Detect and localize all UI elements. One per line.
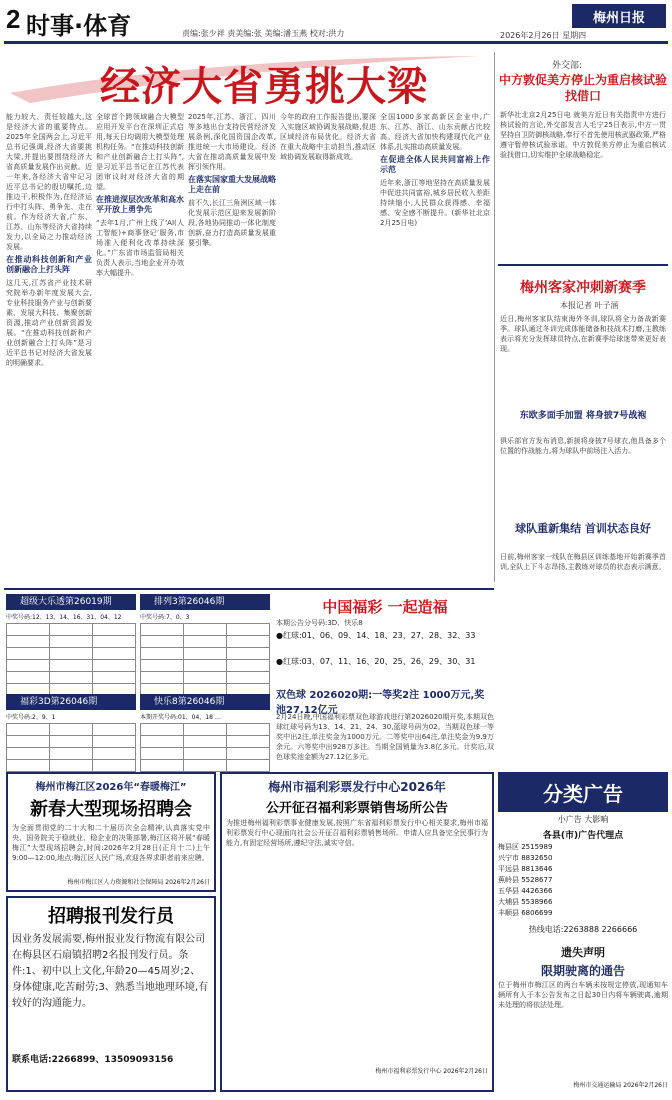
page-number: 2 (6, 4, 21, 34)
venue-ad-title: 公开征召福利彩票销售场所公告 (265, 801, 448, 816)
lottery-kl8-numbers: 本期开奖号码:01、04、18 … (140, 714, 221, 721)
header-rule (4, 41, 668, 44)
lottery-3d-box (6, 694, 136, 772)
hiring-ad (6, 896, 216, 1092)
agent-item: 五华县 4426366 (498, 887, 553, 895)
lottery-pl3-table (140, 623, 270, 696)
loss-title: 遗失声明 (561, 946, 605, 959)
lead-column-5 (380, 112, 490, 582)
hiring-title: 招聘报刊发行员 (48, 906, 174, 927)
issue-date: 2026年2月26日 星期四 (500, 31, 587, 40)
lead-subheading: 在落实国家重大发展战略上走在前 (188, 175, 276, 194)
agent-item: 梅县区 2515989 (498, 843, 553, 851)
lottery-venue-ad (220, 772, 494, 1092)
staff-line: 责编:张少祥 责美编:张 美编:潘玉燕 校对:洪力 (182, 29, 345, 38)
lead-column-2 (96, 112, 184, 582)
venue-ad-body: 为推进梅州福利彩票事业健康发展,按照广东省福利彩票发行中心相关要求,梅州市福利彩票发行中心现面向社会公开征召福利彩票销售场所。申请人应具备完全民事行为能力,有固定经营场所,遵纪守法,诚实守信。 (226, 819, 488, 847)
venue-ad-footer: 梅州市福利彩票发行中心 2026年2月26日 (375, 1068, 488, 1075)
lottery-pl3-box (140, 594, 270, 696)
lottery-dlt-table (6, 623, 136, 696)
agent-item: 平远县 8813646 (498, 865, 553, 873)
agent-list (498, 842, 668, 919)
lottery-pl3-numbers: 中奖号码:7、0、3 (140, 614, 190, 621)
lead-para: “去年1月,广州上线了‘AI(人工智能)+商事登记’服务,市场准入便利化改革持续深化。”广东省市场监管局相关负责人表示,当地企业开办效率大幅提升。 (96, 219, 184, 277)
lead-para: 全国1000多家高新区企业中,广东、江苏、浙江、山东贡献占比较高。经济大省加快构建现代化产业体系,扎实推动高质量发展。 (380, 113, 490, 151)
side-divider (498, 264, 668, 266)
job-fair-footer: 梅州市梅江区人力资源和社会保障局 2026年2月26日 (67, 879, 210, 886)
section-title: 时事·体育 (26, 12, 132, 40)
lead-para: 全球首个跨领域融合大模型应用开发平台在深圳正式启用,每天日均调用大模型处理机构任务。“在推动科技创新和产业创新融合上打头阵”,是习近平总书记在江苏代表团审议时对经济大省的期望。 (96, 113, 184, 191)
notice-body: 位于梅州市梅江区的两台车辆未按规定停放,现通知车辆所有人于本公告发布之日起30日内将车辆驶离,逾期未处理的将依法处理。 (498, 981, 668, 1009)
lead-subheading: 在促进全体人民共同富裕上作示范 (380, 155, 490, 174)
lead-para: 前不久,长江三角洲区域一体化发展示范区迎来发展新阶段,各地协同推动一体化制度创新,奋力打造高质量发展重要引擎。 (188, 199, 276, 247)
lead-column-4 (280, 112, 376, 582)
hiring-phone: 联系电话:2266899、13509093156 (12, 1055, 174, 1065)
classified-slogan: 小广告 大影响 (557, 815, 609, 824)
sports-headline: 梅州客家冲刺新赛季 (520, 280, 646, 296)
lead-subheading: 在推进深层次改革和高水平开放上勇争先 (96, 195, 184, 214)
job-fair-ad (6, 772, 216, 892)
hiring-body: 因业务发展需要,梅州报业发行物流有限公司在梅县区石扇镇招聘2名报刊发行员。条件:1、初中以上文化,年龄20—45周岁;2、身体健康,吃苦耐劳;3、熟悉当地地理环境,有较好的沟通能力。 (12, 934, 209, 1009)
sports-body-2: 俱乐部官方发布消息,新援将身披7号球衣,他具备多个位置的作战能力,将为球队中前场注入活力。 (500, 437, 666, 455)
welfare-lottery-title: 中国福彩 一起造福 (322, 598, 448, 616)
side-headline: 中方敦促美方停止为重启核试验找借口 (498, 73, 667, 103)
job-fair-org: 梅州市梅江区2026年“春暖梅江” (35, 782, 187, 793)
job-fair-body: 为全面贯彻党的二十大和二十届历次全会精神,认真落实党中央、国务院关于稳就业、稳企业的决策部署,梅江区将开展“春暖梅江”大型现场招聘会,时间:2026年2月28日(正月十二)上午9:00—12:00,地点:梅江区人民广场,欢迎各界求职者前来应聘。 (12, 824, 210, 862)
lottery-3d-numbers: 中奖号码:2、9、1 (6, 714, 56, 721)
lottery-dlt-header: 超级大乐透第26019期 (6, 594, 136, 610)
lead-para: 近年来,浙江等地坚持在高质量发展中促进共同富裕,城乡居民收入差距持续缩小,人民群众获得感、幸福感、安全感不断提升。(新华社北京2月25日电) (380, 179, 490, 227)
lottery-3d-header: 福彩3D第26046期 (6, 694, 136, 710)
sports-byline: 本报记者 叶子涵 (560, 301, 619, 310)
job-fair-title: 新春大型现场招聘会 (30, 799, 192, 820)
paper-logo: 梅州日报 (572, 4, 666, 28)
section-rule (4, 588, 494, 590)
venue-ad-org: 梅州市福利彩票发行中心2026年 (268, 780, 446, 794)
lead-para: 今年的政府工作报告提出,要深入实施区域协调发展战略,促进区域经济布局优化。经济大省在重大战略中主动担当,推动区域协调发展取得新成效。 (280, 113, 376, 161)
lead-para: 2025年,江苏、浙江、四川等多地出台支持民营经济发展条例,深化国资国企改革,推进统一大市场建设。经济大省在推动高质量发展中发挥引领作用。 (188, 113, 276, 171)
agent-item: 蕉岭县 5528677 (498, 876, 553, 884)
ssq-red-balls-2: ●红球:03、07、11、16、20、25、26、29、30、31 (276, 657, 476, 666)
ssq-body: 2月24日晚,中国福利彩票双色球游戏进行第2026020期开奖,本期双色球红球号码为13、14、21、24、30,蓝球号码为02。当期双色球一等奖中出2注,单注奖金为1000万元。二等奖中出64注,单注奖金为9.9万余元。六等奖中出928万多注。当期全国销量为3.8亿多元。计奖后,双色球奖池金额为27.12亿多元。 (276, 713, 494, 761)
lead-column-3 (188, 112, 276, 582)
notice-title: 限期驶离的通告 (540, 964, 625, 978)
hotline: 热线电话:2263888 2266666 (528, 925, 638, 934)
sports-body-3: 日前,梅州客家一线队在梅县区训练基地开始新赛季首训,全队上下斗志昂扬,主教练对球员的状态表示满意。 (500, 553, 666, 571)
lottery-kl8-header: 快乐8第26046期 (140, 694, 270, 710)
ssq-red-balls-1: ●红球:01、06、09、14、18、23、27、28、32、33 (276, 631, 476, 640)
agent-item: 丰顺县 6806699 (498, 909, 553, 917)
agent-item: 兴宁市 8832650 (498, 854, 553, 862)
lead-headline: 经济大省勇挑大梁 (100, 63, 428, 110)
sports-subheading: 东欧多面手加盟 将身披7号战袍 (519, 411, 647, 421)
lead-para: 能力较大、责任较越大,这是经济大省的重要特点。2025年全国两会上,习近平总书记强调,经济大省要挑大梁,并提出要围绕经济大省高质量发展作出贡献。近一年来,各经济大省牢记习近平总书记的殷切嘱托,边推边干,积极作为,在经济运行中打头阵、勇争先、走在前。作为经济大省,广东、江苏、山东等经济大省持续发力,以全局之力推动经济发展。 (6, 113, 92, 251)
sports-headline-2: 球队重新集结 首训状态良好 (515, 522, 651, 535)
column-divider (494, 52, 495, 582)
lottery-dlt-numbers: 中奖号码:12、13、14、16、31、04、12 (6, 614, 122, 621)
lead-subheading: 在推动科技创新和产业创新融合上打头阵 (6, 255, 92, 274)
lead-column-1 (6, 112, 92, 582)
lead-para: 这几天,江苏省产业技术研究院举办新年度发展大会,专业科技服务产业与创新要素、发展大科技、集聚创新资源,推动产业创新资源发展。“在推动科技创新和产业创新融合上打头阵”是习近平总书记对经济大省发展的明确要求。 (6, 279, 92, 367)
agent-item: 大埔县 5538966 (498, 898, 553, 906)
lottery-pl3-header: 排列3第26046期 (140, 594, 270, 610)
side-body: 新华社北京2月25日电 就美方近日有关指责中方进行核试验的言论,外交部发言人毛宁25日表示,中方一贯坚持自卫防御核战略,奉行不首先使用核武器政策,严格遵守暂停核试验承诺。中方敦促美方停止为重启核试验找借口,切实维护全球战略稳定。 (500, 111, 666, 159)
lottery-kl8-box (140, 694, 270, 772)
classified-banner: 分类广告 (498, 772, 668, 812)
sports-body: 近日,梅州客家队结束海外冬训,球队将全力备战新赛季。球队通过冬训完成体能储备和技战术打磨,主教练表示将充分发挥球员特点,在新赛季给球迷带来更好表现。 (500, 315, 666, 353)
kl8-notice-title: 本期公告分号码:3D、快乐8 (276, 619, 363, 627)
lottery-dlt-box (6, 594, 136, 696)
notice-footer: 梅州市交通运输局 2026年2月26日 (573, 1082, 668, 1089)
lottery-kl8-table (140, 723, 270, 772)
agent-title: 各县(市)广告代理点 (542, 831, 624, 841)
side-kicker: 外交部: (552, 61, 583, 71)
lottery-3d-table (6, 723, 136, 772)
ssq-headline: 双色球 2026020期:一等奖2注 1000万元,奖池27.12亿元 (276, 690, 485, 716)
